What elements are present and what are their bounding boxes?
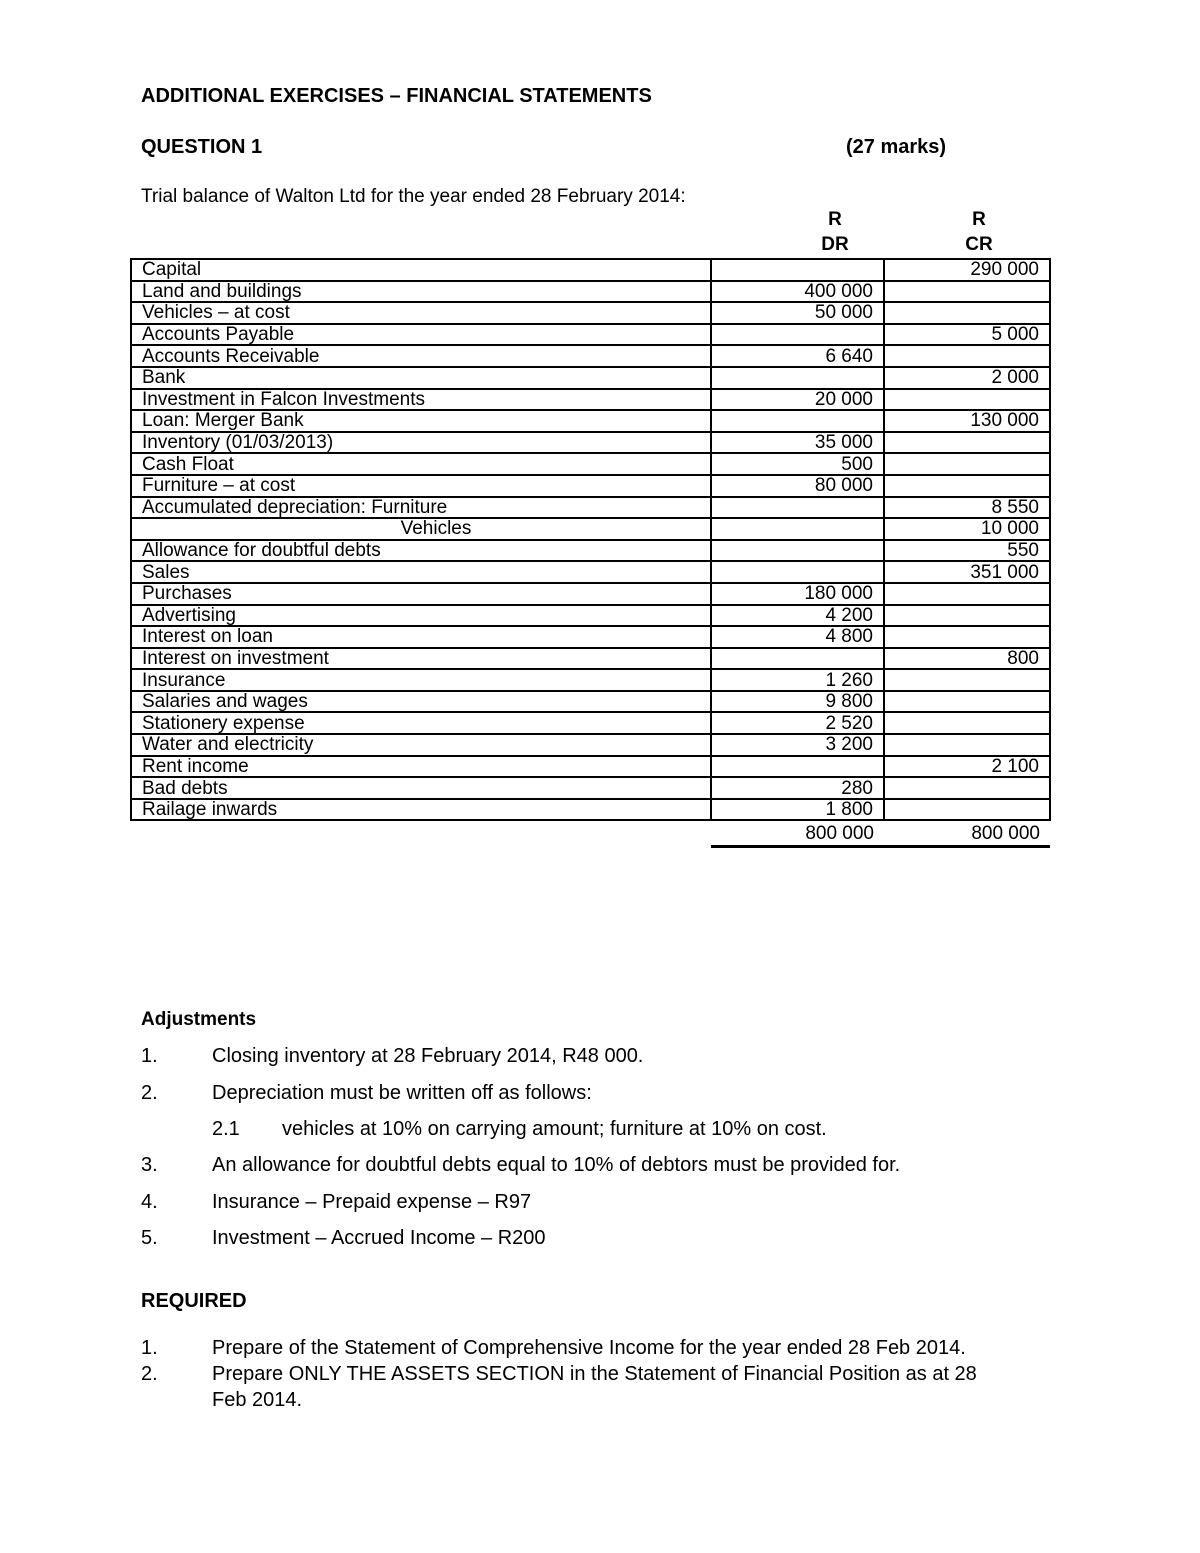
debit-amount: 280 xyxy=(711,777,884,799)
account-name: Vehicles – at cost xyxy=(131,302,711,324)
adjustment-item: 4. Insurance – Prepaid expense – R97 xyxy=(141,1191,532,1213)
account-name: Capital xyxy=(131,259,711,281)
debit-amount: 9 800 xyxy=(711,691,884,713)
table-row xyxy=(131,453,1050,475)
credit-amount xyxy=(884,475,1050,497)
credit-amount xyxy=(884,432,1050,454)
debit-amount: 2 520 xyxy=(711,712,884,734)
adjustments-heading: Adjustments xyxy=(141,1009,257,1030)
adjustment-item: 1. Closing inventory at 28 February 2014, R48 000. xyxy=(141,1045,644,1067)
debit-amount xyxy=(711,324,884,346)
table-row xyxy=(131,302,1050,324)
adjustment-subitem: 2.1 vehicles at 10% on carrying amount; furniture at 10% on cost. xyxy=(212,1118,827,1140)
table-row xyxy=(131,777,1050,799)
credit-amount xyxy=(884,345,1050,367)
account-name: Railage inwards xyxy=(131,799,711,821)
credit-amount xyxy=(884,605,1050,627)
account-name: Bad debts xyxy=(131,777,711,799)
credit-amount: 2 100 xyxy=(884,756,1050,778)
table-row xyxy=(131,475,1050,497)
table-row xyxy=(131,561,1050,583)
cr-column-header: CR xyxy=(965,234,993,255)
credit-amount: 550 xyxy=(884,540,1050,562)
required-item: 2. Prepare ONLY THE ASSETS SECTION in the Statement of Financial Position as at 28 xyxy=(141,1363,977,1385)
credit-amount xyxy=(884,669,1050,691)
account-name: Water and electricity xyxy=(131,734,711,756)
account-name: Rent income xyxy=(131,756,711,778)
account-name: Furniture – at cost xyxy=(131,475,711,497)
credit-amount xyxy=(884,389,1050,411)
credit-amount xyxy=(884,777,1050,799)
debit-amount: 80 000 xyxy=(711,475,884,497)
account-name: Stationery expense xyxy=(131,712,711,734)
credit-amount: 10 000 xyxy=(884,518,1050,540)
credit-amount xyxy=(884,626,1050,648)
table-row xyxy=(131,756,1050,778)
credit-amount: 351 000 xyxy=(884,561,1050,583)
debit-amount xyxy=(711,497,884,519)
required-heading: REQUIRED xyxy=(141,1290,247,1312)
debit-amount: 50 000 xyxy=(711,302,884,324)
debit-amount xyxy=(711,410,884,432)
debit-amount xyxy=(711,518,884,540)
debit-total: 800 000 xyxy=(711,820,884,846)
credit-amount xyxy=(884,799,1050,821)
account-name: Inventory (01/03/2013) xyxy=(131,432,711,454)
document-title: ADDITIONAL EXERCISES – FINANCIAL STATEMENTS xyxy=(141,85,652,107)
trial-balance-intro: Trial balance of Walton Ltd for the year ended 28 February 2014: xyxy=(141,186,686,207)
table-row xyxy=(131,432,1050,454)
account-name: Bank xyxy=(131,367,711,389)
credit-amount xyxy=(884,691,1050,713)
table-row xyxy=(131,410,1050,432)
dr-column-header: DR xyxy=(821,234,849,255)
debit-amount: 400 000 xyxy=(711,281,884,303)
debit-amount xyxy=(711,367,884,389)
debit-amount: 35 000 xyxy=(711,432,884,454)
credit-amount xyxy=(884,583,1050,605)
account-name: Salaries and wages xyxy=(131,691,711,713)
table-row xyxy=(131,626,1050,648)
required-item-continuation: Feb 2014. xyxy=(212,1389,303,1411)
credit-amount xyxy=(884,281,1050,303)
cr-currency-header: R xyxy=(972,209,986,230)
question-label: QUESTION 1 xyxy=(141,136,263,158)
debit-amount: 6 640 xyxy=(711,345,884,367)
credit-amount: 8 550 xyxy=(884,497,1050,519)
debit-amount xyxy=(711,259,884,281)
dr-currency-header: R xyxy=(828,209,842,230)
account-name: Advertising xyxy=(131,605,711,627)
credit-total: 800 000 xyxy=(884,820,1050,846)
debit-amount: 500 xyxy=(711,453,884,475)
debit-amount: 1 800 xyxy=(711,799,884,821)
table-row xyxy=(131,540,1050,562)
table-row xyxy=(131,648,1050,670)
trial-balance-table xyxy=(130,258,1051,848)
table-row xyxy=(131,712,1050,734)
debit-amount xyxy=(711,540,884,562)
account-name: Accumulated depreciation: Furniture xyxy=(131,497,711,519)
adjustment-item: 5. Investment – Accrued Income – R200 xyxy=(141,1227,546,1249)
account-name: Investment in Falcon Investments xyxy=(131,389,711,411)
account-name: Purchases xyxy=(131,583,711,605)
debit-amount: 20 000 xyxy=(711,389,884,411)
credit-amount: 2 000 xyxy=(884,367,1050,389)
table-row xyxy=(131,518,1050,540)
account-name: Accounts Payable xyxy=(131,324,711,346)
table-row xyxy=(131,324,1050,346)
adjustment-item: 2. Depreciation must be written off as follows: xyxy=(141,1082,592,1104)
debit-amount xyxy=(711,648,884,670)
table-row xyxy=(131,605,1050,627)
credit-amount xyxy=(884,734,1050,756)
table-row xyxy=(131,367,1050,389)
debit-amount: 4 200 xyxy=(711,605,884,627)
table-row xyxy=(131,345,1050,367)
table-row xyxy=(131,691,1050,713)
credit-amount xyxy=(884,712,1050,734)
credit-amount xyxy=(884,453,1050,475)
table-row xyxy=(131,734,1050,756)
required-item: 1. Prepare of the Statement of Comprehensive Income for the year ended 28 Feb 2014. xyxy=(141,1337,966,1359)
debit-amount: 4 800 xyxy=(711,626,884,648)
table-row xyxy=(131,497,1050,519)
account-name: Insurance xyxy=(131,669,711,691)
account-name: Sales xyxy=(131,561,711,583)
credit-amount: 290 000 xyxy=(884,259,1050,281)
table-row xyxy=(131,389,1050,411)
account-name: Vehicles xyxy=(131,518,711,540)
adjustment-item: 3. An allowance for doubtful debts equal to 10% of debtors must be provided for. xyxy=(141,1154,901,1176)
question-marks: (27 marks) xyxy=(846,136,947,158)
table-row xyxy=(131,669,1050,691)
account-name: Interest on investment xyxy=(131,648,711,670)
account-name: Interest on loan xyxy=(131,626,711,648)
table-row xyxy=(131,281,1050,303)
credit-amount xyxy=(884,302,1050,324)
account-name: Land and buildings xyxy=(131,281,711,303)
credit-amount: 5 000 xyxy=(884,324,1050,346)
account-name: Allowance for doubtful debts xyxy=(131,540,711,562)
debit-amount: 180 000 xyxy=(711,583,884,605)
credit-amount: 130 000 xyxy=(884,410,1050,432)
table-row xyxy=(131,799,1050,821)
debit-amount xyxy=(711,561,884,583)
account-name: Loan: Merger Bank xyxy=(131,410,711,432)
totals-row xyxy=(131,820,1050,846)
table-row xyxy=(131,259,1050,281)
debit-amount: 1 260 xyxy=(711,669,884,691)
credit-amount: 800 xyxy=(884,648,1050,670)
table-row xyxy=(131,583,1050,605)
totals-spacer xyxy=(131,820,711,846)
account-name: Accounts Receivable xyxy=(131,345,711,367)
debit-amount xyxy=(711,756,884,778)
account-name: Cash Float xyxy=(131,453,711,475)
debit-amount: 3 200 xyxy=(711,734,884,756)
